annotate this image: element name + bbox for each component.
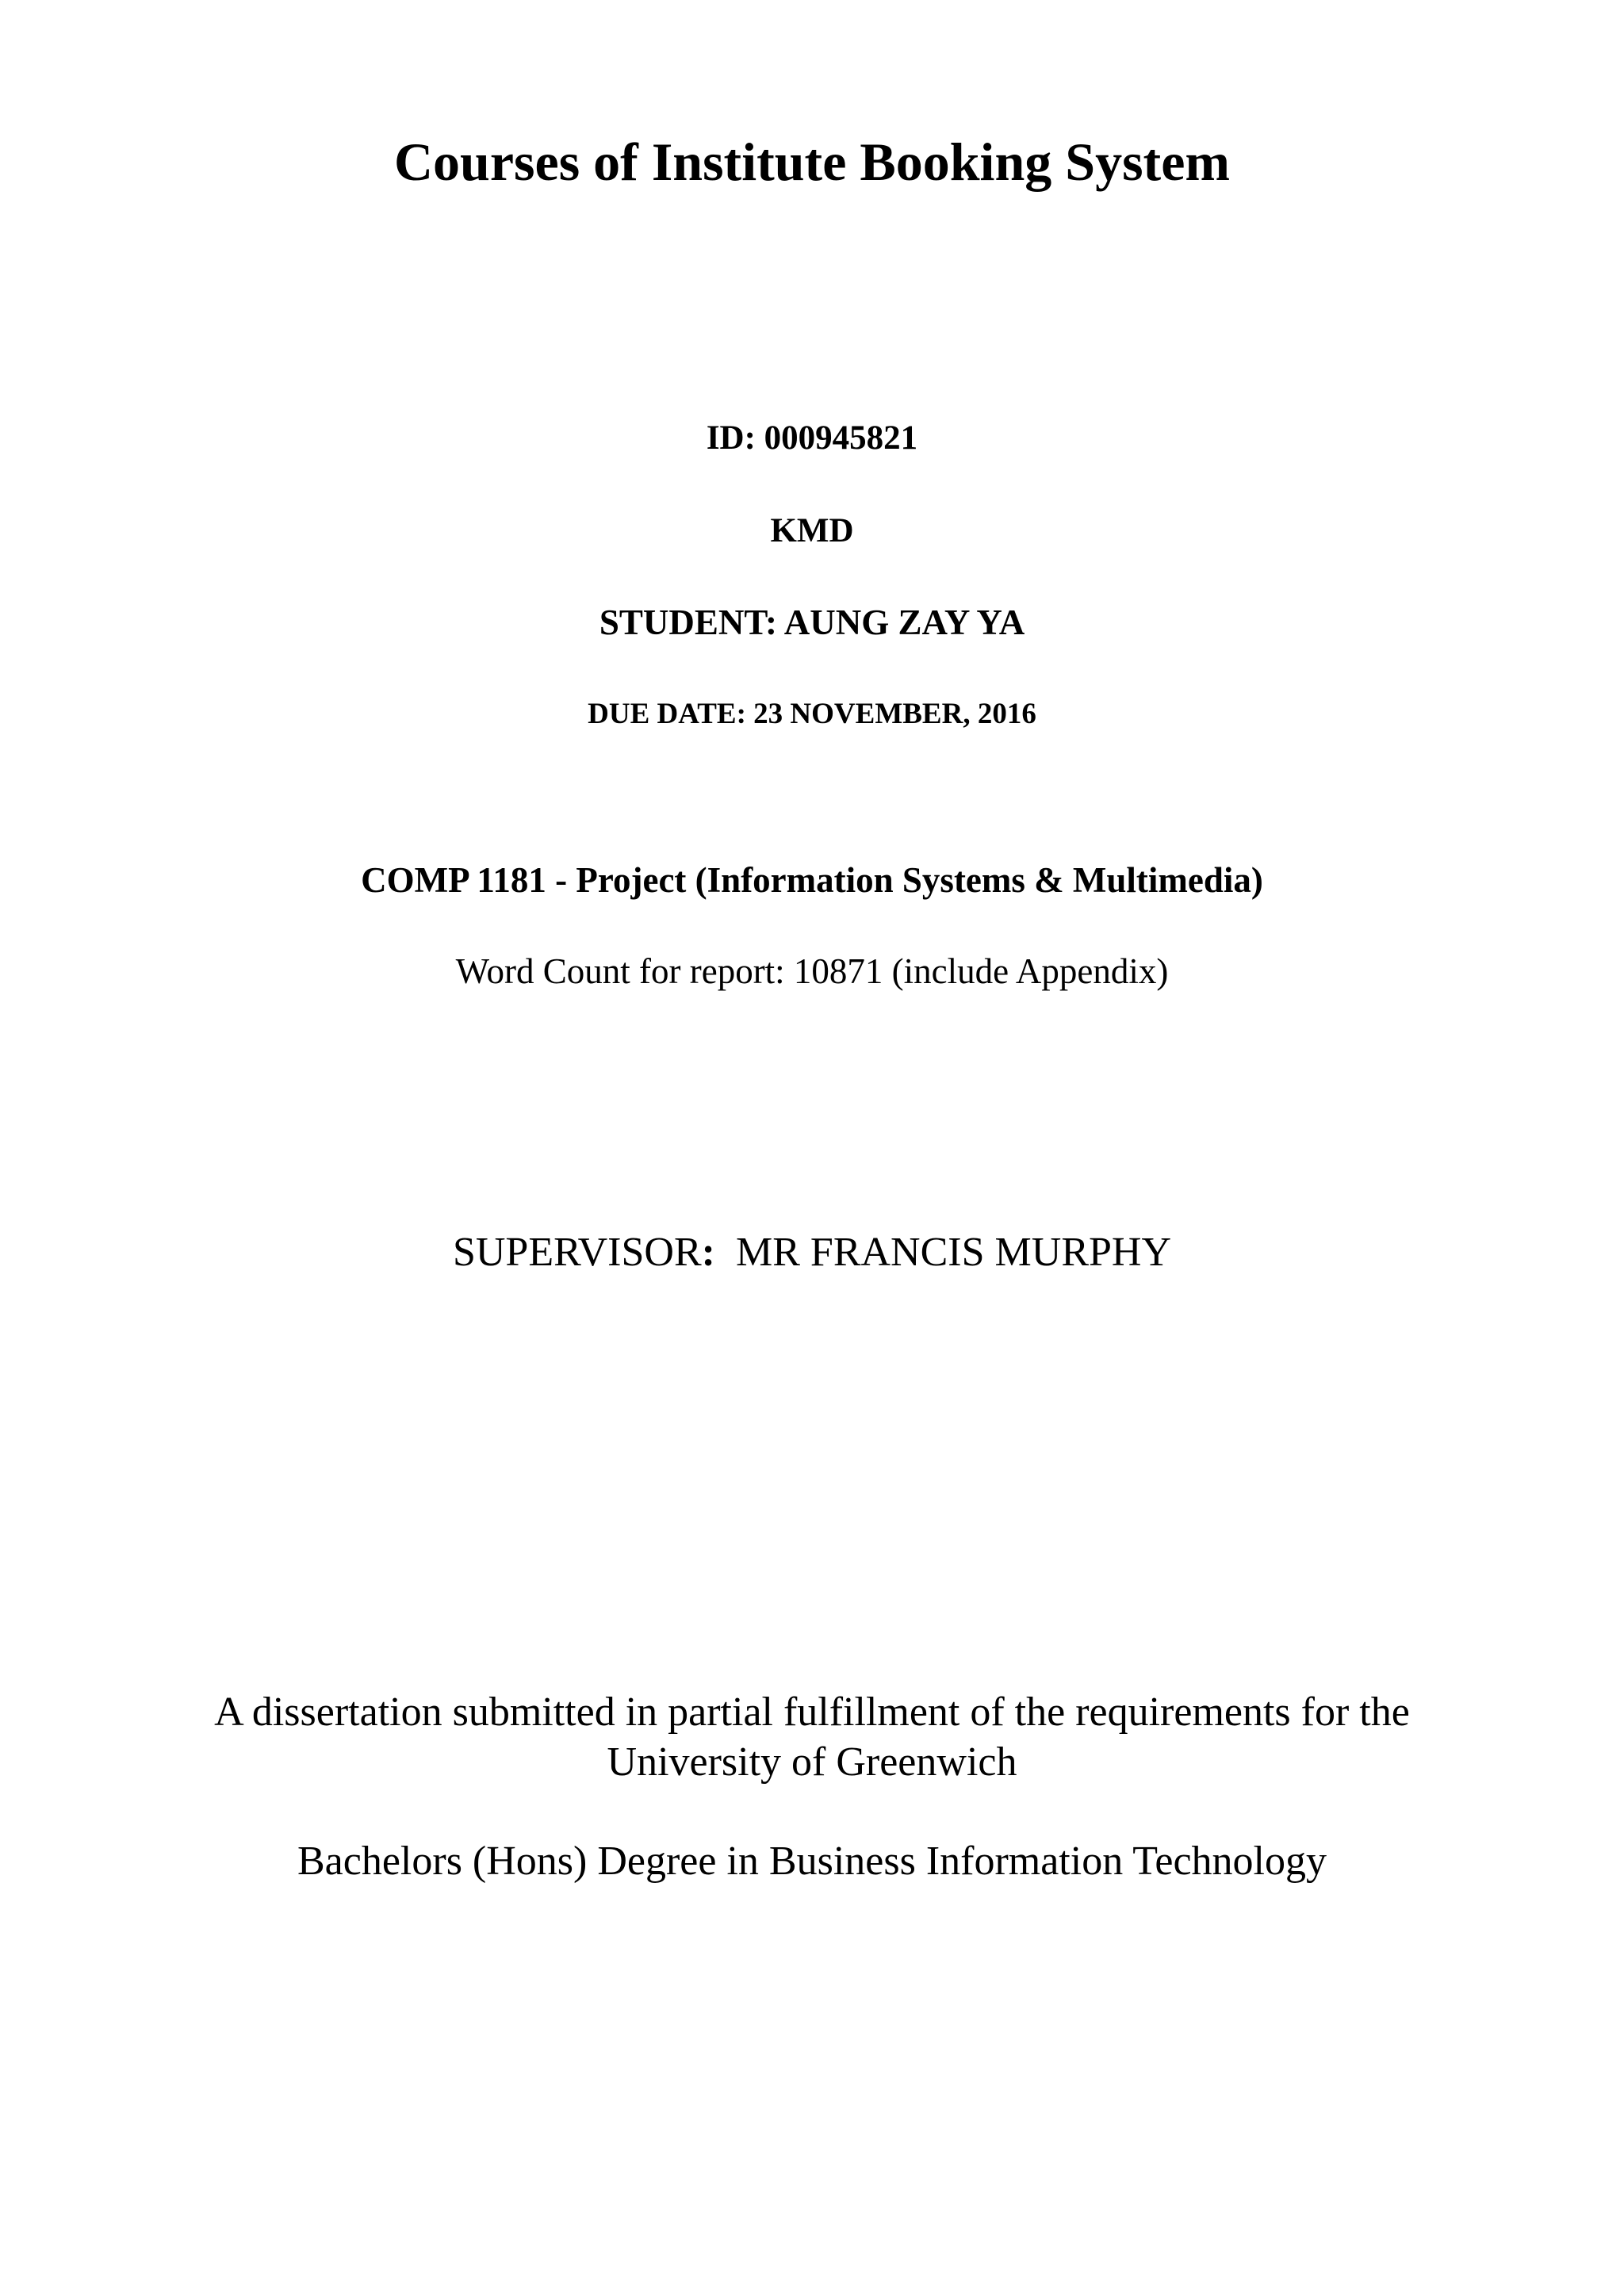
student-name: STUDENT: AUNG ZAY YA xyxy=(599,603,1025,642)
supervisor-label: SUPERVISOR xyxy=(452,1230,702,1275)
due-date: DUE DATE: 23 NOVEMBER, 2016 xyxy=(588,698,1036,730)
institution-abbreviation: KMD xyxy=(770,512,854,549)
student-id: ID: 000945821 xyxy=(706,419,918,457)
supervisor-colon: : xyxy=(701,1230,715,1275)
course-title: COMP 1181 - Project (Information Systems & Multimedia) xyxy=(361,860,1263,900)
supervisor-line xyxy=(0,1229,1624,1276)
dissertation-statement-line-1: A dissertation submitted in partial fulfillment of the requirements for the xyxy=(214,1689,1410,1735)
supervisor-name: MR FRANCIS MURPHY xyxy=(735,1230,1172,1275)
degree-name: Bachelors (Hons) Degree in Business Information Technology xyxy=(297,1839,1327,1884)
dissertation-statement-line-2: University of Greenwich xyxy=(607,1739,1017,1785)
word-count: Word Count for report: 10871 (include Appendix) xyxy=(455,951,1169,991)
document-title: Courses of Institute Booking System xyxy=(393,132,1231,192)
